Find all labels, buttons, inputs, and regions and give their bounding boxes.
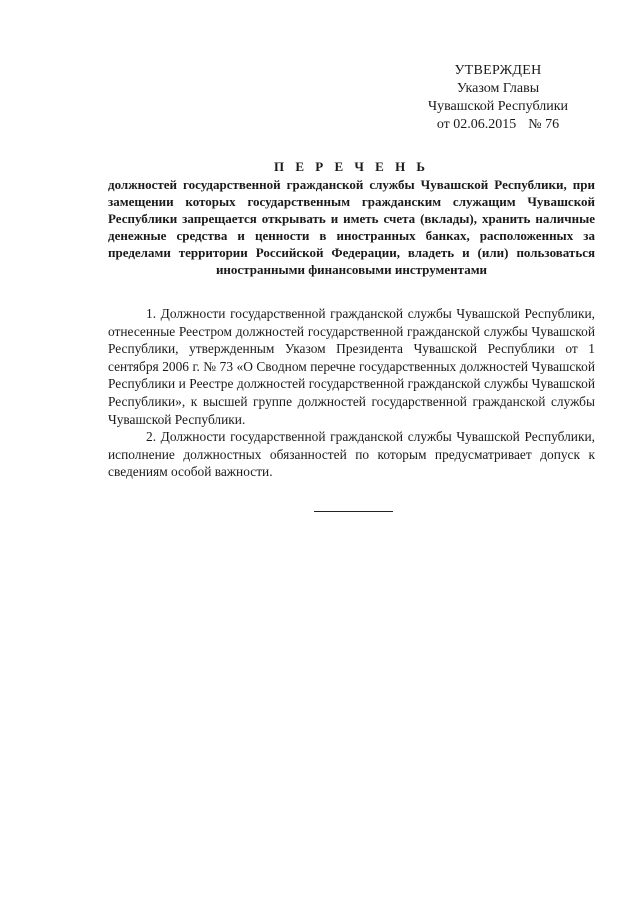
document-body bbox=[108, 305, 595, 481]
approval-number: № 76 bbox=[528, 117, 560, 132]
approval-date: от 02.06.2015 bbox=[436, 117, 517, 132]
document-subtitle: должностей государственной гражданской службы Чувашской Республики, при замещении которых государственным гражданским служащим Чувашской Республики запрещается открывать и иметь счета (вклады), хранить наличные денежные средства и ценности в иностранных банках, расположенных за пределами территории Российской Федерации, владеть и (или) пользоваться иностранными финансовыми инструментами bbox=[108, 177, 595, 277]
approval-line-decree: Указом Главы bbox=[456, 81, 540, 96]
paragraph-2: 2. Должности государственной гражданской службы Чувашской Республики, исполнение должностных обязанностей по которым предусматривает допуск к сведениям особой важности. bbox=[108, 429, 595, 480]
paragraph-1: 1. Должности государственной гражданской службы Чувашской Республики, отнесенные Реестром должностей государственной гражданской службы Чувашской Республики, утвержденным Указом Президента Чувашской Республики от 1 сентября 2006 г. № 73 «О Сводном перечне государственных должностей Чувашской Республики и Реестре должностей государственной гражданской службы Чувашской Республики», к высшей группе должностей государственной гражданской службы Чувашской Республики. bbox=[108, 306, 595, 427]
document-heading bbox=[108, 158, 595, 278]
approval-date-line bbox=[398, 116, 598, 134]
approval-stamp: УТВЕРЖДЕН bbox=[454, 63, 542, 78]
approval-line-republic: Чувашской Республики bbox=[427, 99, 569, 114]
closing-divider bbox=[314, 511, 393, 512]
document-title: П Е Р Е Ч Е Н Ь bbox=[273, 159, 430, 174]
approval-block bbox=[398, 62, 598, 134]
